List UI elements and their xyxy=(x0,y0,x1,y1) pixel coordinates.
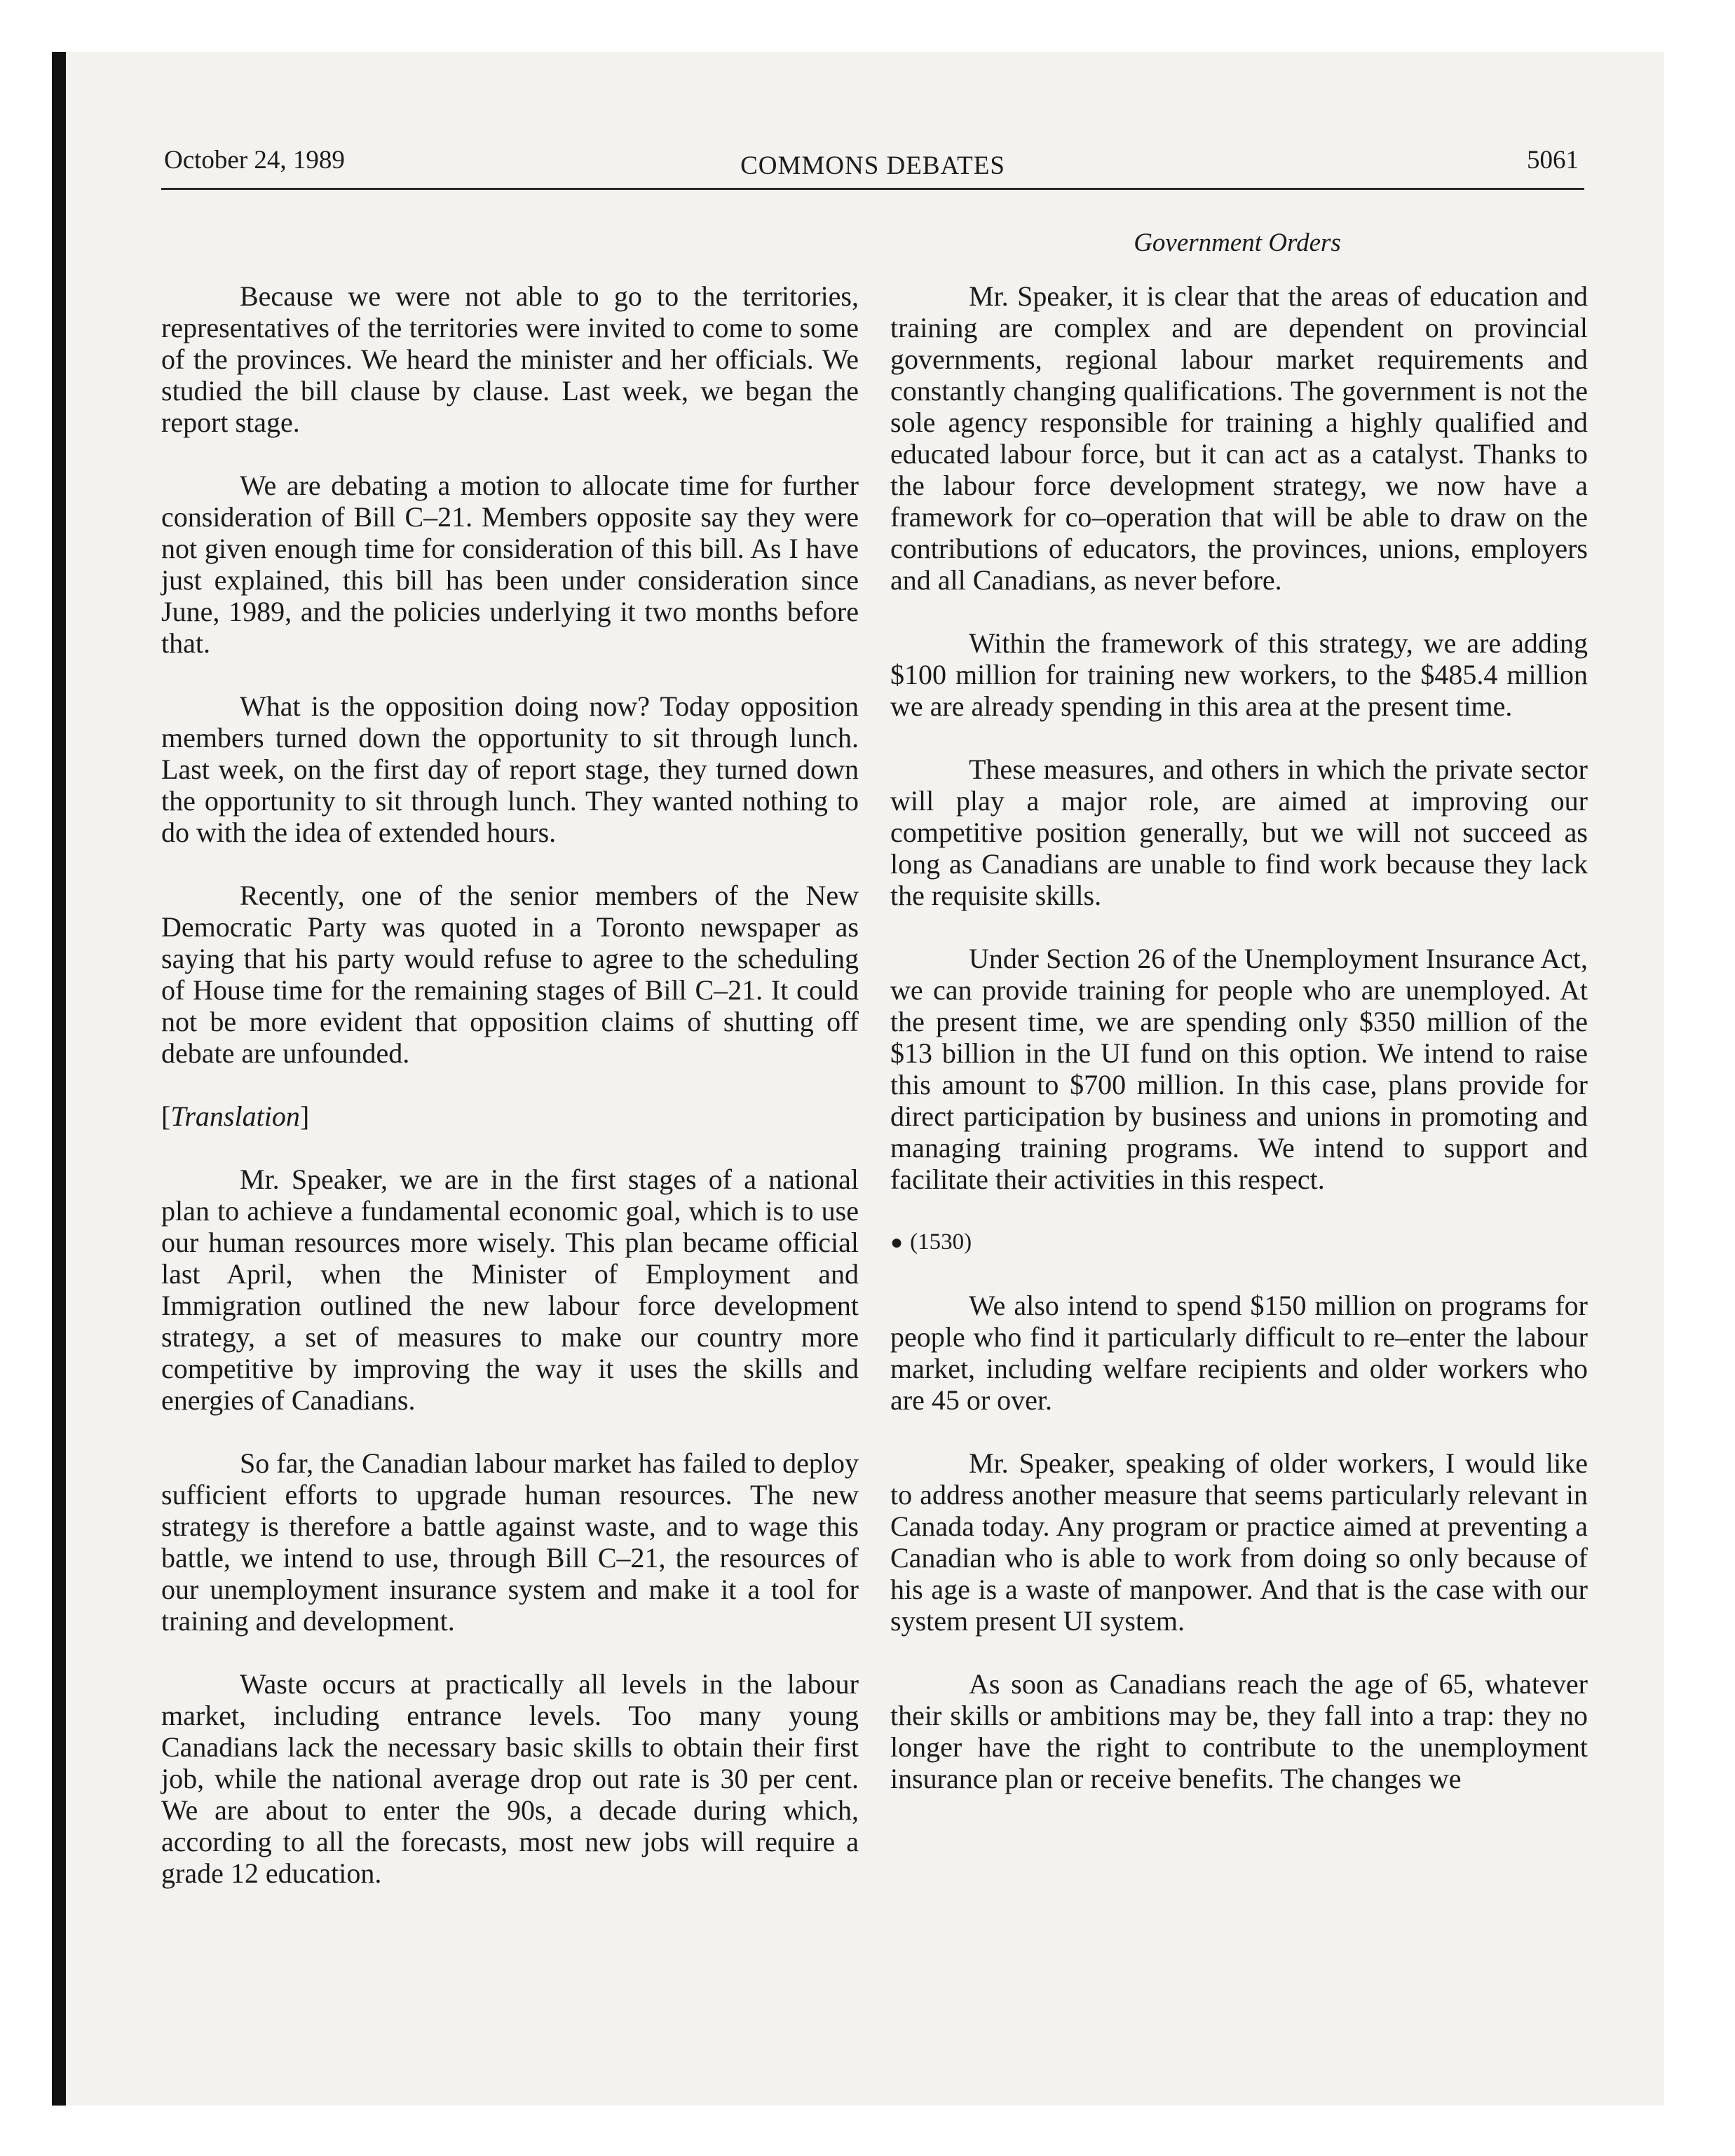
paragraph: Recently, one of the senior members of the New Democratic Party was quoted in a Toronto newspaper as saying that his party would refuse to agree to the scheduling of House time for the remaining stages of Bill C–21. It could not be more evident that opposition claims of shutting off debate are unfounded. xyxy=(161,880,859,1069)
time-marker xyxy=(890,1227,1588,1258)
scan-edge xyxy=(52,52,66,2106)
paragraph: We are debating a motion to allocate time for further consideration of Bill C–21. Members opposite say they were not given enough time for consideration of this bill. As I have just explained, this bill has been under consideration since June, 1989, and the policies underlying it two months before that. xyxy=(161,470,859,659)
paragraph: What is the opposition doing now? Today opposition members turned down the opportunity to sit through lunch. Last week, on the first day of report stage, they turned down the opportunity to sit through lunch. They wanted nothing to do with the idea of extended hours. xyxy=(161,690,859,848)
translation-label: [Translation] xyxy=(161,1100,310,1132)
time-marker-text: (1530) xyxy=(910,1229,972,1255)
running-head xyxy=(161,144,1584,186)
right-column xyxy=(890,280,1588,1794)
paragraph: Mr. Speaker, it is clear that the areas of education and training are complex and are dependent on provincial governments, regional labour market requirements and constantly changing qualifications. The government is not the sole agency responsible for training a highly qualified and educated labour force, but it can act as a catalyst. Thanks to the labour force development strategy, we now have a framework for co–operation that will be able to draw on the contributions of educators, the provinces, unions, employers and all Canadians, as never before. xyxy=(890,280,1588,596)
paragraph: So far, the Canadian labour market has failed to deploy sufficient efforts to upgrade human resources. The new strategy is therefore a battle against waste, and to wage this battle, we intend to use, through Bill C–21, the resources of our unemployment insurance system and make it a tool for training and development. xyxy=(161,1447,859,1637)
header-date: October 24, 1989 xyxy=(164,146,345,175)
bullet-icon: ● xyxy=(890,1231,904,1254)
header-rule xyxy=(161,188,1584,190)
paragraph: Mr. Speaker, we are in the first stages of a national plan to achieve a fundamental economic goal, which is to use our human resources more wisely. This plan became official last April, when the Minister of Employment and Immigration outlined the new labour force development strategy, a set of measures to make our country more competitive by improving the way it uses the skills and energies of Canadians. xyxy=(161,1164,859,1416)
paragraph: Because we were not able to go to the territories, representatives of the territories were invited to come to some of the provinces. We heard the minister and her officials. We studied the bill clause by clause. Last week, we began the report stage. xyxy=(161,280,859,438)
header-page-number: 5061 xyxy=(1527,146,1579,175)
paragraph: Within the framework of this strategy, we are adding $100 million for training new workers, to the $485.4 million we are already spending in this area at the present time. xyxy=(890,627,1588,722)
paragraph: Waste occurs at practically all levels in the labour market, including entrance levels. Too many young Canadians lack the necessary basic skills to obtain their first job, while the national average drop out rate is 30 per cent. We are about to enter the 90s, a decade during which, according to all the forecasts, most new jobs will require a grade 12 education. xyxy=(161,1668,859,1889)
paragraph: Mr. Speaker, speaking of older workers, I would like to address another measure that seems particularly relevant in Canada today. Any program or practice aimed at preventing a Canadian who is able to work from doing so only because of his age is a waste of manpower. And that is the case with our system present UI system. xyxy=(890,1447,1588,1637)
translation-label-text: Translation xyxy=(170,1100,300,1132)
paragraph: These measures, and others in which the private sector will play a major role, are aimed at improving our competitive position generally, but we will not succeed as long as Canadians are unable to find work because they lack the requisite skills. xyxy=(890,753,1588,911)
header-publication: COMMONS DEBATES xyxy=(740,151,1005,180)
paragraph: Under Section 26 of the Unemployment Insurance Act, we can provide training for people who are unemployed. At the present time, we are spending only $350 million of the $13 billion in the UI fund on this option. We intend to raise this amount to $700 million. In this case, plans provide for direct participation by business and unions in promoting and managing training programs. We intend to support and facilitate their activities in this respect. xyxy=(890,943,1588,1195)
left-column xyxy=(161,280,859,1889)
paragraph: We also intend to spend $150 million on programs for people who find it particularly difficult to re–enter the labour market, including welfare recipients and older workers who are 45 or over. xyxy=(890,1290,1588,1416)
paragraph: As soon as Canadians reach the age of 65, whatever their skills or ambitions may be, they fall into a trap: they no longer have the right to contribute to the unemployment insurance plan or receive benefits. The changes we xyxy=(890,1668,1588,1794)
section-heading: Government Orders xyxy=(1134,228,1341,257)
